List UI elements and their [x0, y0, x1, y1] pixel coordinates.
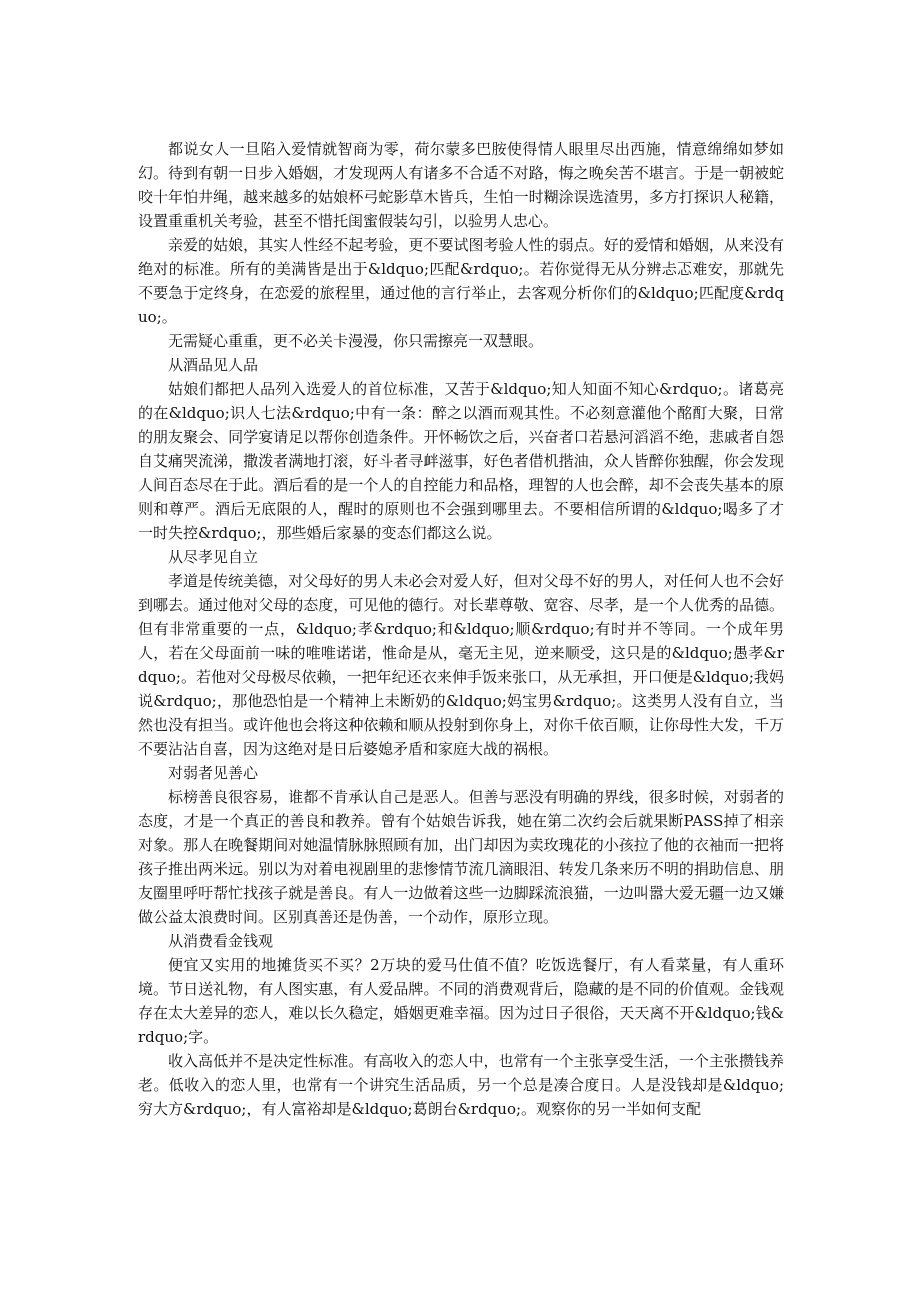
advice-paragraph: 亲爱的姑娘，其实人性经不起考验，更不要试图考验人性的弱点。好的爱情和婚姻，从来没有绝对的标准。所有的美满皆是出于&ldquo;匹配&rdquo;。若你觉得无从分辨忐忑难安，那就先不要急于定终身，在恋爱的旅程里，通过他的言行举止，去客观分析你们的&ldquo;匹配度&rdquo;。	[138, 236, 784, 326]
kindness-paragraph: 标榜善良很容易，谁都不肯承认自己是恶人。但善与恶没有明确的界线，很多时候，对弱者的态度，才是一个真正的善良和教养。曾有个姑娘告诉我，她在第二次约会后就果断PASS掉了相亲对象。那人在晚餐期间对她温情脉脉照顾有加，出门却因为卖玫瑰花的小孩拉了他的衣袖而一把将孩子推出两米远。别以为对着电视剧里的悲惨情节流几滴眼泪、转发几条来历不明的捐助信息、朋友圈里呼吁帮忙找孩子就是善良。有人一边做着这些一边脚踩流浪猫，一边叫嚣大爱无疆一边又嫌做公益太浪费时间。区别真善还是伪善，一个动作，原形立现。	[138, 788, 784, 926]
section-heading-filial: 从尽孝见自立	[168, 548, 259, 566]
section-heading-drinking: 从酒品见人品	[168, 356, 259, 374]
section-heading-money: 从消费看金钱观	[168, 932, 274, 950]
money-paragraph-2: 收入高低并不是决定性标准。有高收入的恋人中，也常有一个主张享受生活，一个主张攒钱养老。低收入的恋人里，也常有一个讲究生活品质，另一个总是凑合度日。人是没钱却是&ldquo;穷大方&rdquo;，有人富裕却是&ldquo;葛朗台&rdquo;。观察你的另一半如何支配	[138, 1052, 784, 1118]
intro-paragraph: 都说女人一旦陷入爱情就智商为零，荷尔蒙多巴胺使得情人眼里尽出西施，情意绵绵如梦如幻。待到有朝一日步入婚姻，才发现两人有诸多不合适不对路，悔之晚矣苦不堪言。于是一朝被蛇咬十年怕井绳，越来越多的姑娘杯弓蛇影草木皆兵，生怕一时糊涂误选渣男，多方打探识人秘籍，设置重重机关考验，甚至不惜托闺蜜假装勾引，以验男人忠心。	[138, 140, 784, 230]
section-heading-kindness: 对弱者见善心	[168, 764, 259, 782]
money-paragraph-1: 便宜又实用的地摊货买不买？2万块的爱马仕值不值？吃饭选餐厅，有人看菜量，有人重环境。节日送礼物，有人图实惠，有人爱品牌。不同的消费观背后，隐藏的是不同的价值观。金钱观存在太大差异的恋人，难以长久稳定，婚姻更难幸福。因为过日子很俗，天天离不开&ldquo;钱&rdquo;字。	[138, 956, 784, 1046]
filial-paragraph: 孝道是传统美德，对父母好的男人未必会对爱人好，但对父母不好的男人，对任何人也不会好到哪去。通过他对父母的态度，可见他的德行。对长辈尊敬、宽容、尽孝，是一个人优秀的品德。但有非常重要的一点，&ldquo;孝&rdquo;和&ldquo;顺&rdquo;有时并不等同。一个成年男人，若在父母面前一味的唯唯诺诺，惟命是从，毫无主见，逆来顺受，这只是的&ldquo;愚孝&rdquo;。若他对父母极尽依赖，一把年纪还衣来伸手饭来张口，从无承担，开口便是&ldquo;我妈说&rdquo;，那他恐怕是一个精神上未断奶的&ldquo;妈宝男&rdquo;。这类男人没有自立，当然也没有担当。或许他也会将这种依赖和顺从投射到你身上，对你千依百顺，让你母性大发，千万不要沾沾自喜，因为这绝对是日后婆媳矛盾和家庭大战的祸根。	[138, 572, 784, 758]
article-body	[138, 137, 784, 1121]
summary-paragraph: 无需疑心重重，更不必关卡漫漫，你只需擦亮一双慧眼。	[168, 332, 544, 350]
drinking-paragraph: 姑娘们都把人品列入选爱人的首位标准，又苦于&ldquo;知人知面不知心&rdquo;。诸葛亮的在&ldquo;识人七法&rdquo;中有一条：醉之以酒而观其性。不必刻意灌他个酩酊大聚，日常的朋友聚会、同学宴请足以帮你创造条件。开怀畅饮之后，兴奋者口若悬河滔滔不绝，悲戚者自怨自艾痛哭流涕，撒泼者满地打滚，好斗者寻衅滋事，好色者借机揩油，众人皆醉你独醒，你会发现人间百态尽在于此。酒后看的是一个人的自控能力和品格，理智的人也会醉，却不会丧失基本的原则和尊严。酒后无底限的人，醒时的原则也不会强到哪里去。不要相信所谓的&ldquo;喝多了才一时失控&rdquo;，那些婚后家暴的变态们都这么说。	[138, 380, 784, 542]
